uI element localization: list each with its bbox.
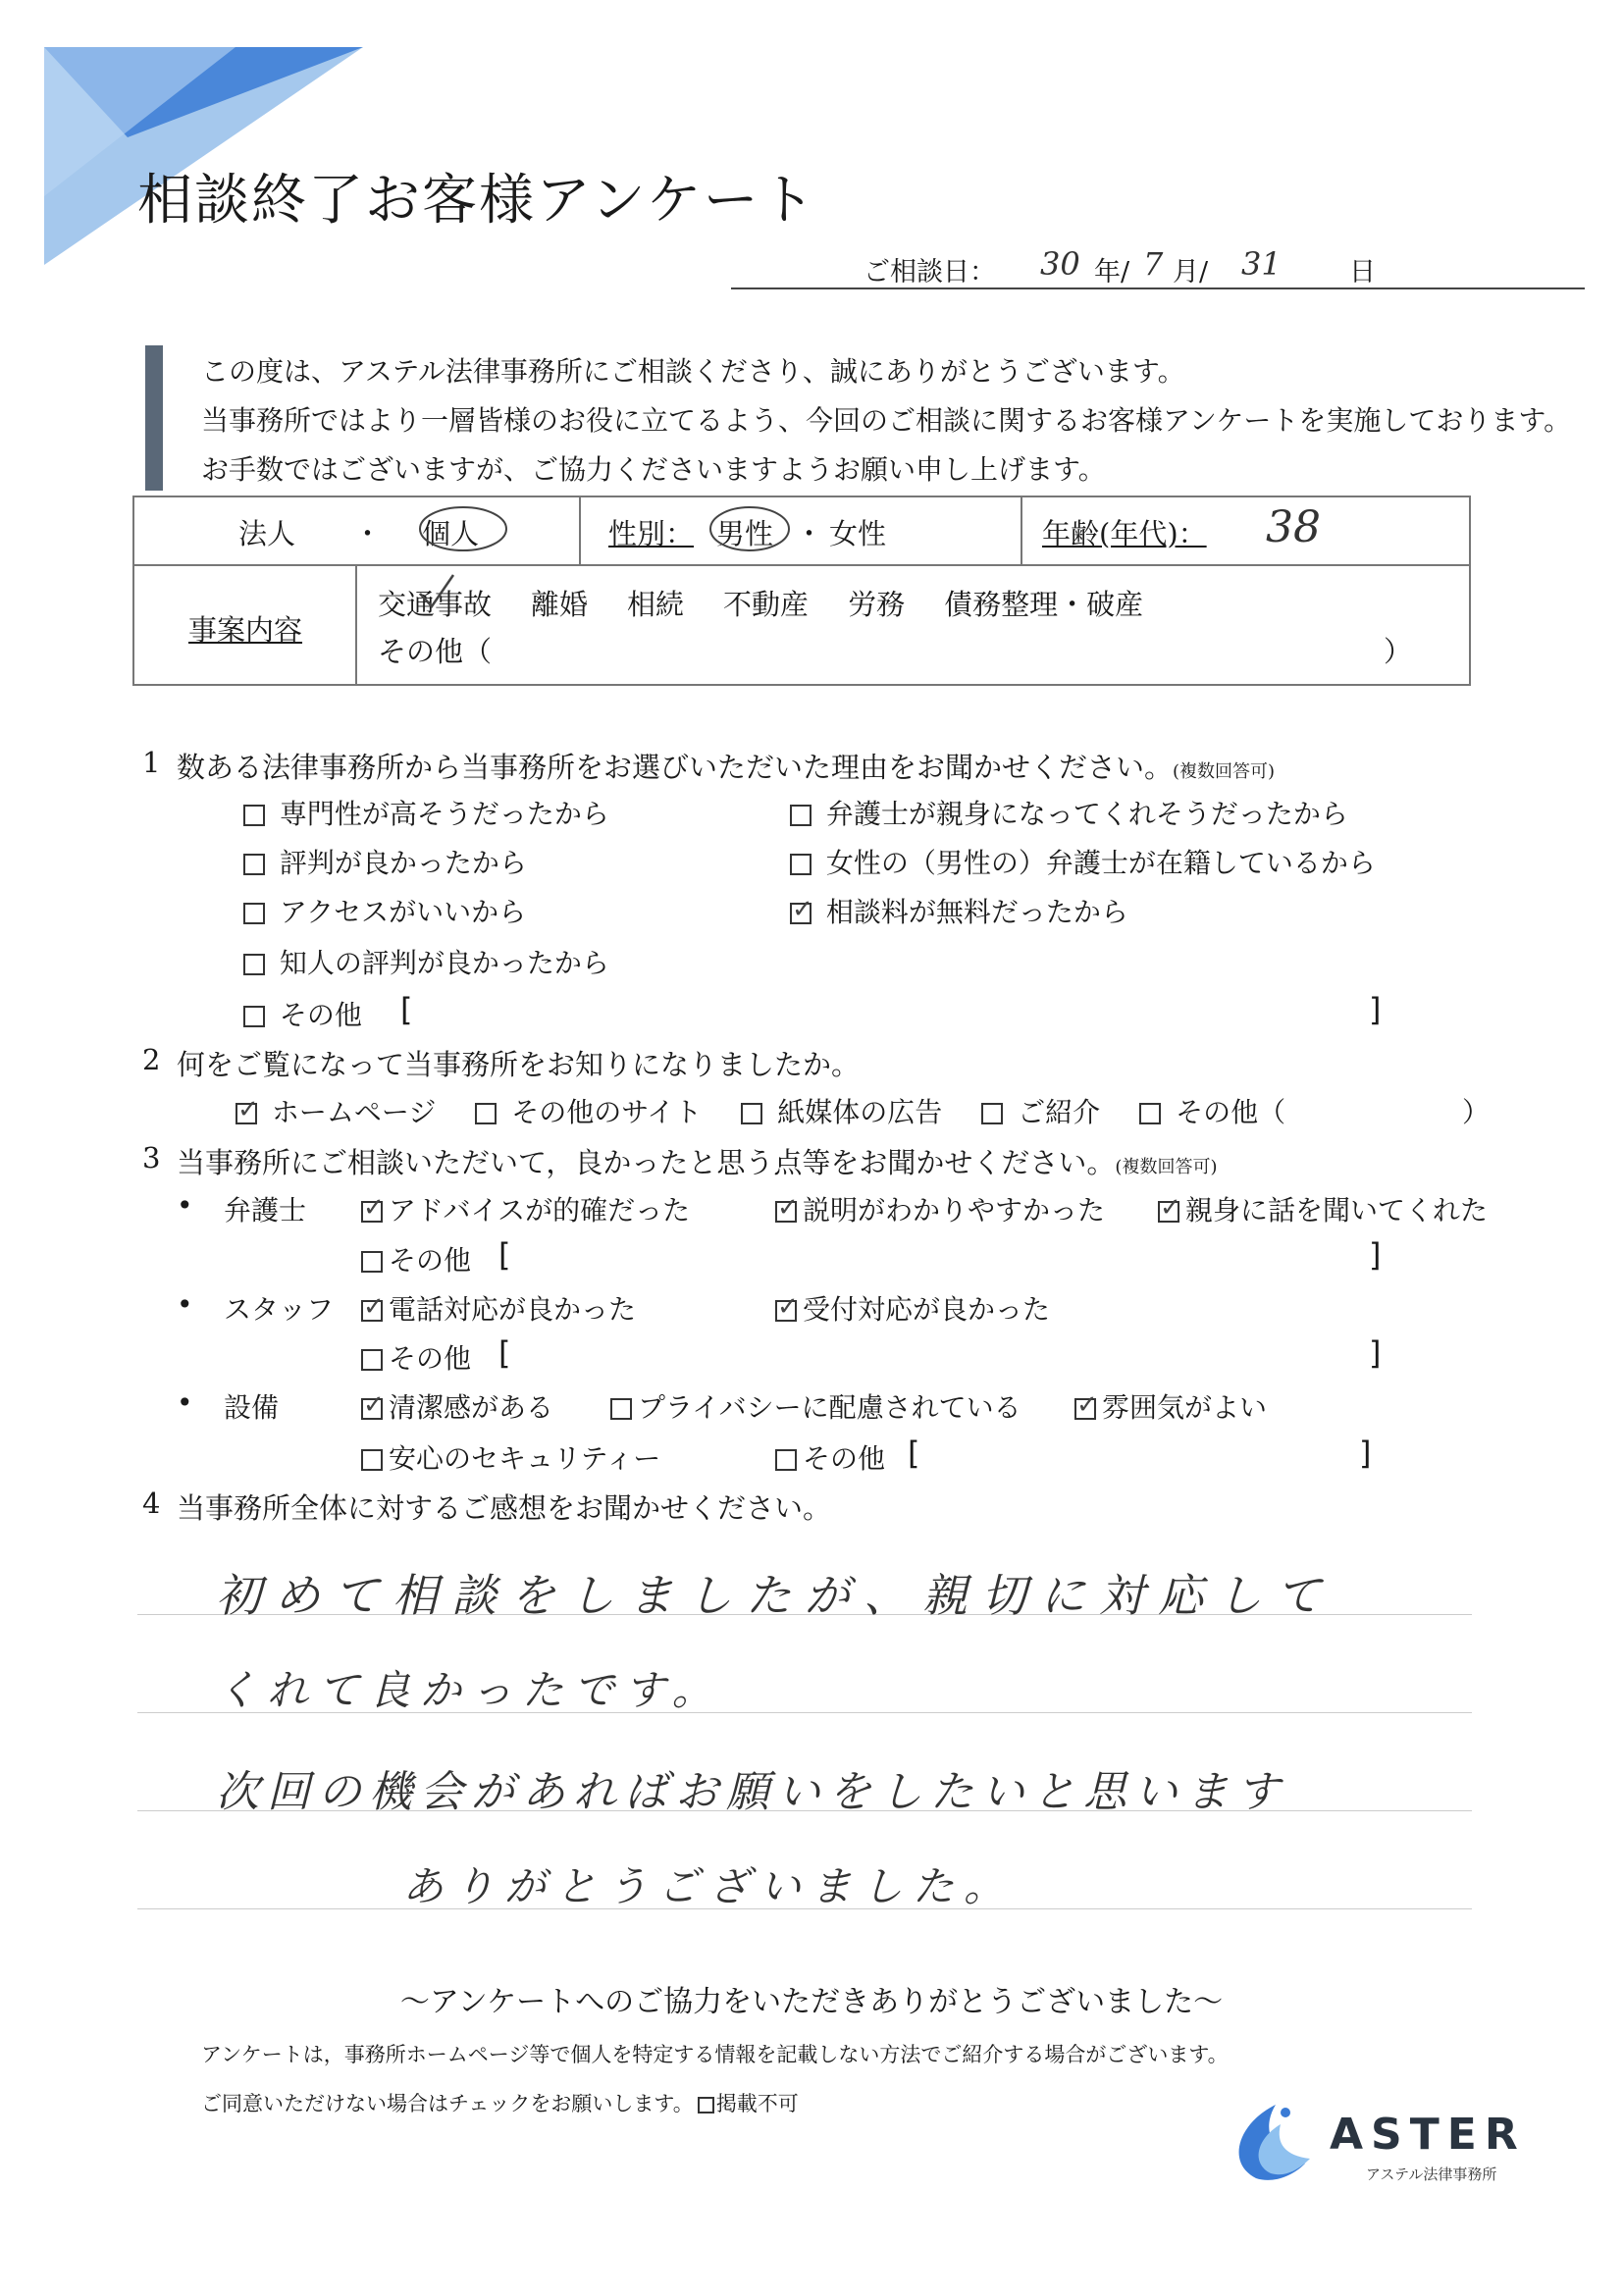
date-label: ご相談日：: [864, 257, 996, 287]
q3-option-label: 雰囲気がよい: [1102, 1391, 1268, 1424]
logo-subtext: アステル法律事務所: [1366, 2166, 1497, 2183]
answer-line-4: ありがとうございました。: [402, 1862, 1016, 1910]
profile-col-divider-2: [1021, 496, 1022, 564]
corp-option[interactable]: 法人: [238, 517, 296, 550]
gender-label: 性別：: [608, 517, 695, 550]
q1-option-reputation[interactable]: [243, 842, 527, 881]
answer-line-3: 次回の機会があればお願いをしたいと思います: [216, 1767, 1287, 1817]
q3-opt-advice[interactable]: [361, 1189, 690, 1228]
intro-accent-bar: [145, 345, 163, 491]
q1-bracket-open: [: [400, 991, 413, 1028]
case-option-traffic[interactable]: 交通事故: [378, 588, 493, 621]
checkbox-icon[interactable]: [741, 1103, 762, 1124]
case-other-close: ）: [1384, 635, 1413, 668]
q1-other-label: その他: [279, 999, 362, 1031]
q3-number: 3: [142, 1141, 161, 1174]
q1-option-label: アクセスがいいから: [279, 896, 527, 928]
checkbox-icon[interactable]: [243, 1006, 265, 1027]
q1-option-label: 女性の（男性の）弁護士が在籍しているから: [825, 847, 1376, 879]
q1-option-gender-lawyer[interactable]: [790, 842, 1376, 881]
checkbox-icon[interactable]: [243, 903, 265, 924]
answer-line-1: 初めて相談をしましたが、親切に対応して: [216, 1569, 1335, 1622]
q3-bullet: •: [177, 1288, 193, 1321]
q1-option-label: 知人の評判が良かったから: [279, 947, 609, 979]
q2-option-referral[interactable]: [981, 1091, 1100, 1130]
q1-number: 1: [142, 746, 161, 779]
case-options-row: [378, 583, 1143, 623]
case-option-real-estate[interactable]: 不動産: [723, 588, 810, 621]
checkbox-icon[interactable]: [775, 1449, 797, 1471]
checkbox-icon[interactable]: [790, 854, 812, 875]
q3-facility-bracket-open: [: [908, 1435, 920, 1472]
q3-option-label: 電話対応が良かった: [389, 1293, 637, 1326]
footer-thanks: ～アンケートへのご協力をいただきありがとうございました～: [399, 1985, 1224, 2019]
q3-option-label: アドバイスが的確だった: [389, 1194, 691, 1226]
female-option[interactable]: 女性: [829, 517, 887, 550]
q3-option-label: 安心のセキュリティー: [389, 1442, 661, 1475]
q3-facility-other[interactable]: [775, 1437, 885, 1477]
checkbox-checked-icon[interactable]: [775, 1300, 797, 1322]
checkbox-icon[interactable]: [243, 805, 265, 826]
date-month-unit: 月/: [1173, 257, 1209, 287]
date-underline: [731, 287, 1585, 289]
q1-option-other[interactable]: [243, 994, 362, 1033]
case-other-label[interactable]: その他（: [378, 635, 493, 668]
q1-option-label: 相談料が無料だったから: [825, 896, 1128, 928]
checkbox-checked-icon[interactable]: [361, 1398, 383, 1420]
q1-option-caring[interactable]: [790, 793, 1348, 832]
q3-option-label: 親身に話を聞いてくれた: [1185, 1194, 1489, 1226]
q1-option-acquaintance[interactable]: [243, 942, 609, 981]
q2-close: ）: [1462, 1096, 1491, 1128]
q2-number: 2: [142, 1043, 161, 1076]
q3-note: (複数回答可): [1115, 1157, 1218, 1177]
age-label: 年齢(年代)：: [1042, 517, 1207, 550]
q3-other-label: その他: [803, 1442, 886, 1475]
q4-answer-area[interactable]: [137, 1531, 1472, 1923]
checkbox-checked-icon[interactable]: [1158, 1201, 1179, 1223]
checkbox-checked-icon[interactable]: [361, 1300, 383, 1322]
case-option-inheritance[interactable]: 相続: [627, 588, 685, 621]
case-option-debt[interactable]: 債務整理・破産: [944, 588, 1144, 621]
q4-number: 4: [142, 1487, 161, 1520]
checkbox-icon[interactable]: [243, 954, 265, 975]
answer-line-2: くれて良かったです。: [216, 1666, 723, 1714]
q3-option-label: プライバシーに配慮されている: [638, 1391, 1021, 1424]
q3-option-label: 受付対応が良かった: [803, 1293, 1051, 1326]
q2-option-label: その他のサイト: [511, 1096, 703, 1128]
page-title: 相談終了お客様アンケート: [137, 169, 817, 233]
profile-col-divider-1: [579, 496, 581, 564]
q3-opt-clean[interactable]: [361, 1386, 553, 1426]
footer-note-1: アンケートは，事務所ホームページ等で個人を特定する情報を記載しない方法でご紹介する場合がございます。: [201, 2043, 1229, 2066]
q1-bracket-close: ]: [1369, 991, 1382, 1028]
q3-opt-explanation[interactable]: [775, 1189, 1105, 1228]
q3-facility-label: 設備: [224, 1391, 280, 1424]
q3-staff-bracket-open: [: [498, 1334, 511, 1372]
checkbox-icon[interactable]: [475, 1103, 497, 1124]
aster-logo-icon: [1217, 2095, 1325, 2183]
checkbox-checked-icon[interactable]: [361, 1201, 383, 1223]
intro-line-3: お手数ではございますが、ご協力くださいますようお願い申し上げます。: [201, 453, 1106, 486]
intro-line-2: 当事務所ではより一層皆様のお役に立てるよう、今回のご相談に関するお客様アンケートを実施しております。: [201, 404, 1572, 437]
q1-option-label: 評判が良かったから: [279, 847, 527, 879]
checkbox-icon[interactable]: [1139, 1103, 1161, 1124]
q3-question: [177, 1141, 1217, 1181]
checkbox-icon[interactable]: [243, 854, 265, 875]
q2-option-label: ご紹介: [1018, 1096, 1101, 1128]
q2-option-print-ad[interactable]: [741, 1091, 942, 1130]
footer-note-2: [201, 2088, 799, 2117]
q3-lawyer-label: 弁護士: [224, 1194, 307, 1226]
date-day-unit: 日: [1349, 257, 1376, 287]
q2-option-label: その他（: [1176, 1096, 1286, 1128]
q1-option-label: 弁護士が親身になってくれそうだったから: [825, 798, 1348, 830]
checkbox-icon[interactable]: [361, 1251, 383, 1273]
footer-note-2-text: ご同意いただけない場合はチェックをお願いします。: [201, 2092, 694, 2115]
checkbox-checked-icon[interactable]: [790, 903, 812, 924]
q3-opt-reception[interactable]: [775, 1288, 1050, 1328]
q3-lawyer-bracket-close: ]: [1369, 1236, 1382, 1274]
checkbox-icon[interactable]: [981, 1103, 1003, 1124]
q3-text: 当事務所にご相談いただいて，良かったと思う点等をお聞かせください。: [177, 1146, 1116, 1179]
checkbox-icon[interactable]: [610, 1398, 632, 1420]
q2-text: 何をご覧になって当事務所をお知りになりましたか。: [177, 1048, 861, 1081]
q1-option-free[interactable]: [790, 891, 1128, 930]
q3-option-label: 説明がわかりやすかった: [803, 1194, 1106, 1226]
individual-circle-mark: [417, 503, 510, 552]
age-value[interactable]: 38: [1266, 502, 1321, 552]
q3-facility-bracket-close: ]: [1359, 1435, 1372, 1472]
q2-option-homepage[interactable]: [236, 1091, 436, 1130]
q3-opt-phone[interactable]: [361, 1288, 636, 1328]
q1-option-label: 専門性が高そうだったから: [279, 798, 609, 830]
q3-other-label: その他: [389, 1342, 472, 1375]
q2-option-label: 紙媒体の広告: [777, 1096, 943, 1128]
no-publish-label: 掲載不可: [715, 2092, 799, 2115]
q1-question: [177, 746, 1275, 786]
checkbox-checked-icon[interactable]: [1074, 1398, 1096, 1420]
traffic-check-mark: [412, 569, 461, 613]
q3-bullet: •: [177, 1189, 193, 1222]
corp-dot: ・: [353, 517, 383, 550]
q2-option-other[interactable]: [1139, 1091, 1285, 1130]
q4-text: 当事務所全体に対するご感想をお聞かせください。: [177, 1491, 832, 1525]
checkbox-icon[interactable]: [361, 1449, 383, 1471]
q2-options-row: [236, 1091, 1285, 1130]
q3-opt-listened[interactable]: [1158, 1189, 1488, 1228]
q1-text: 数ある法律事務所から当事務所をお選びいただいた理由をお聞かせください。: [177, 751, 1174, 784]
checkbox-checked-icon[interactable]: [775, 1201, 797, 1223]
q3-option-label: 清潔感がある: [389, 1391, 554, 1424]
q1-option-expertise[interactable]: [243, 793, 609, 832]
individual-option[interactable]: 個人: [422, 517, 480, 550]
q3-staff-label: スタッフ: [224, 1293, 335, 1326]
q3-bullet: •: [177, 1386, 193, 1419]
no-publish-checkbox[interactable]: [698, 2097, 714, 2113]
male-option[interactable]: 男性: [716, 517, 774, 550]
male-circle-mark: [708, 503, 792, 552]
gender-dot: ・: [795, 517, 824, 550]
q2-option-other-site[interactable]: [475, 1091, 702, 1130]
q3-opt-atmosphere[interactable]: [1074, 1386, 1267, 1426]
date-year-unit: 年/: [1094, 257, 1130, 287]
q1-note: (複数回答可): [1173, 761, 1276, 782]
profile-row-divider: [132, 564, 1471, 566]
q3-opt-security[interactable]: [361, 1437, 660, 1477]
checkbox-icon[interactable]: [361, 1349, 383, 1371]
intro-line-1: この度は、アステル法律事務所にご相談くださり、誠にありがとうございます。: [201, 355, 1185, 388]
q2-option-label: ホームページ: [271, 1096, 437, 1128]
date-year[interactable]: 30: [1040, 245, 1080, 283]
q1-option-access[interactable]: [243, 891, 526, 930]
q3-lawyer-other[interactable]: [361, 1239, 471, 1278]
checkbox-checked-icon[interactable]: [236, 1103, 257, 1124]
logo-text: ASTER: [1330, 2110, 1526, 2160]
case-option-labor[interactable]: 労務: [848, 588, 906, 621]
date-day[interactable]: 31: [1241, 245, 1282, 283]
checkbox-icon[interactable]: [790, 805, 812, 826]
q3-staff-other[interactable]: [361, 1337, 471, 1377]
case-label: 事案内容: [188, 613, 303, 647]
q3-opt-privacy[interactable]: [610, 1386, 1021, 1426]
profile-col-divider-3: [355, 564, 357, 684]
q3-lawyer-bracket-open: [: [498, 1236, 511, 1274]
q3-other-label: その他: [389, 1244, 472, 1277]
date-month[interactable]: 7: [1143, 245, 1164, 283]
case-option-divorce[interactable]: 離婚: [531, 588, 589, 621]
q3-staff-bracket-close: ]: [1369, 1334, 1382, 1372]
